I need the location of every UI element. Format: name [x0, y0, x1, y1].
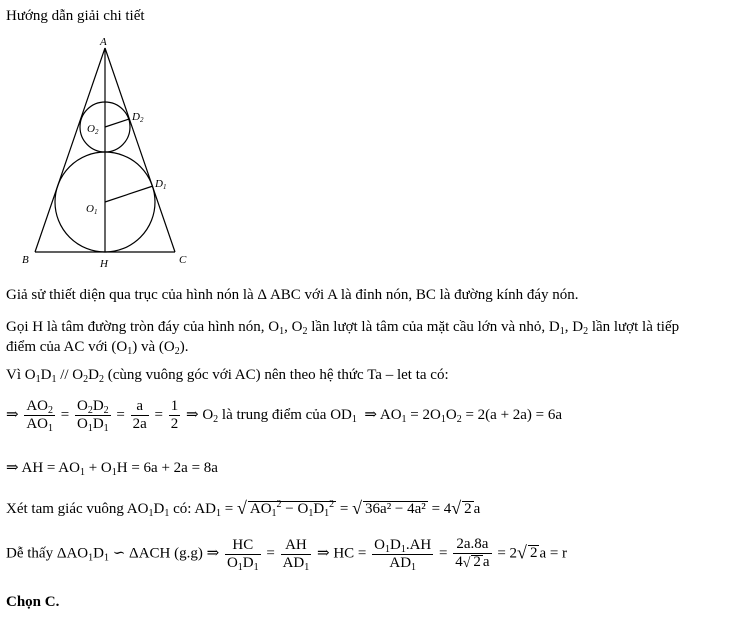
cone-cross-section-figure: [12, 34, 212, 274]
label-c: C: [179, 254, 187, 266]
label-b: B: [22, 254, 29, 266]
label-o2: O2: [87, 123, 99, 136]
label-a: A: [100, 36, 107, 48]
radius-o2d2: [105, 119, 129, 127]
paragraph-2b: điểm của AC với $(O_1)$ và $(O_2)$.: [6, 339, 189, 357]
paragraph-3: Vì $O_1D_1 // O_2D_2$ (cùng vuông góc với AC) nên theo hệ thức Ta – let ta có:: [6, 367, 449, 385]
equation-ad1: Xét tam giác vuông $AO_1D_1$ có: $AD_1$ = √ $AO_1^2 - O_1D_1^2$ = √ 36a² − 4a² = 4√ 2 a: [6, 498, 481, 519]
equation-similar: Dễ thấy $\Delta AO_1D_1$ ∽ ΔACH (g.g) ⇒ $\frac{HC}{O_1D_1}$ = $\frac{AH}{AD_1}$ ⇒ HC = $\frac{O_1D_1.AH}{AD_1}$ = $\frac{2a.8a}{4√ 2 a}$ = 2√ 2 a = r: [6, 536, 568, 573]
label-d1: D1: [155, 178, 167, 191]
answer: Chọn C.: [6, 594, 60, 610]
equation-ah: ⇒ AH = $AO_1 + O_1H = 6a + 2a = 8a$: [6, 460, 218, 478]
label-d2: D2: [132, 111, 144, 124]
heading: Hướng dẫn giải chi tiết: [6, 8, 145, 24]
label-o1: O1: [86, 203, 98, 216]
equation-ratio: ⇒ $\frac{AO_2}{AO_1}$ = $\frac{O_2D_2}{O_1D_1}$ = $\frac{a}{2a}$ = $\frac{1}{2}$ ⇒ $O_2$ là trung điểm của $OD_1$ ⇒ $AO_1 = 2O_1O_2 = 2(a + 2a) = 6a$: [6, 398, 563, 434]
radius-o1d1: [105, 186, 153, 202]
paragraph-1: Giả sử thiết diện qua trục của hình nón là Δ ABC với A là đỉnh nón, BC là đường kính đáy nón.: [6, 287, 579, 303]
paragraph-2a: Gọi H là tâm đường tròn đáy của hình nón, $O_1$, $O_2$ lần lượt là tâm của mặt cầu lớn và nhỏ, $D_1$, $D_2$ lần lượt là tiếp: [6, 319, 680, 337]
label-h: H: [100, 258, 108, 270]
